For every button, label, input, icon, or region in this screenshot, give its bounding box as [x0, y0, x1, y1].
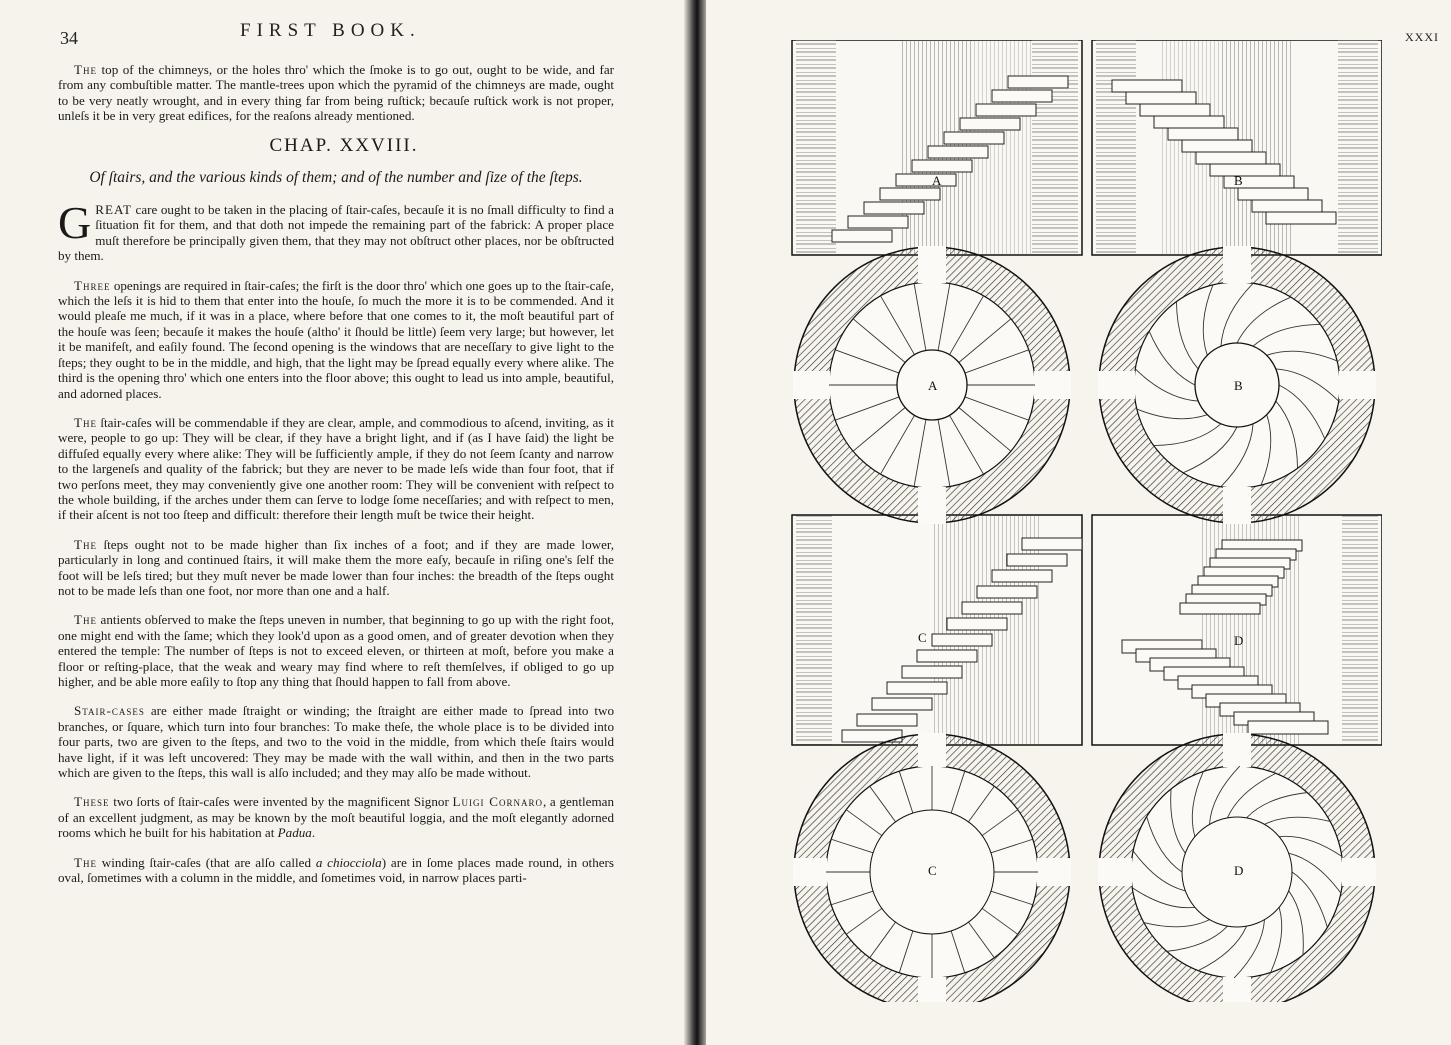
- paragraph-8-lead: The: [74, 854, 97, 870]
- page-number: 34: [60, 28, 78, 48]
- step: [992, 570, 1052, 582]
- elevation-b: [1092, 40, 1382, 255]
- elevation-d: [1092, 515, 1382, 745]
- step: [872, 698, 932, 710]
- step: [902, 666, 962, 678]
- right-page: [706, 0, 1451, 1045]
- step: [944, 132, 1004, 144]
- wall-opening: [1223, 246, 1251, 283]
- step: [1126, 92, 1196, 104]
- step: [912, 160, 972, 172]
- text-column: [58, 62, 614, 899]
- wall-opening: [1223, 733, 1251, 767]
- step: [1112, 80, 1182, 92]
- paragraph-6-lead: Stair-cases: [74, 703, 145, 719]
- step: [962, 602, 1022, 614]
- wall-opening: [793, 858, 827, 886]
- paragraph-1: [58, 197, 614, 264]
- chapter-heading: CHAP. XXVIII.: [269, 134, 419, 156]
- plate-drawing: [782, 40, 1382, 1002]
- step: [1196, 152, 1266, 164]
- step: [1008, 76, 1068, 88]
- paragraph-1-text: care ought to be taken in the placing of ſtair-caſes, becauſe it is no ſmall difficulty to find a ſituation fit for them, and that doth not impede the remaining part of the fabrick: A proper place muſt therefore be principally given them, that they may not obſtruct other places, nor be obſtructed by them.: [58, 202, 614, 264]
- step: [960, 118, 1020, 130]
- step: [1238, 188, 1308, 200]
- label-elevation-a: A: [932, 173, 942, 188]
- step: [928, 146, 988, 158]
- paragraph-8-text-a: winding ſtair-caſes (that are alſo called: [97, 854, 316, 870]
- step: [848, 216, 908, 228]
- step: [932, 634, 992, 646]
- paragraph-4-text: ſteps ought not to be made higher than ſix inches of a foot; and if they are made lower, particularly in long and continued ſtairs, it will make them the more eaſy, becauſe in riſing one's ſelf the foot will be leſs tired; but they muſt never be made lower than four inches: the breadth of the ſteps ought not to be made leſs than one foot, nor more than one and a half.: [58, 536, 614, 598]
- paragraph-4-lead: The: [74, 536, 97, 552]
- step: [1022, 538, 1082, 550]
- wall-opening: [1037, 858, 1071, 886]
- wall-opening: [918, 487, 946, 524]
- label-plan-c: C: [928, 863, 937, 878]
- paragraph-1-lead: REAT: [95, 202, 132, 218]
- wall-opening: [918, 246, 946, 283]
- step: [947, 618, 1007, 630]
- paragraph-3-lead: The: [74, 414, 97, 430]
- elevation-c: [792, 515, 1082, 745]
- paragraph-7-text-b: , a gentleman of an excellent judgment, as may be known by the moſt beautiful loggia, and the moſt elegantly adorned rooms which he built for his habitation at: [58, 794, 614, 841]
- step: [1007, 554, 1067, 566]
- step: [832, 230, 892, 242]
- book-gutter: [684, 0, 708, 1045]
- chapter-subtitle: Of ſtairs, and the various kinds of them; and of the number and ſize of the ſteps.: [89, 169, 583, 187]
- paragraph-6-text: are either made ſtraight or winding; the ſtraight are either made to ſpread into two branches, or ſquare, which turn into four branches: To make theſe, the whole place is to be divided into four parts, two are given to the ſteps, and two to the void in the middle, from which theſe ſtairs would have light, if it was left uncovered: They may be made with the wall within, and then in the two parts which are given to the ſteps, this wall is alſo included; and they may alſo be made without.: [58, 703, 614, 781]
- step: [977, 586, 1037, 598]
- step: [1182, 140, 1252, 152]
- label-elevation-c: C: [918, 630, 927, 645]
- wall-opening: [1339, 371, 1376, 399]
- wall-opening: [1342, 858, 1376, 886]
- paragraph-7-text-a: two ſorts of ſtair-caſes were invented by the magnificent Signor: [109, 794, 453, 810]
- step: [1248, 721, 1328, 734]
- intro-lead: The: [74, 62, 97, 77]
- step: [917, 650, 977, 662]
- paragraph-3-text: ſtair-caſes will be commendable if they are clear, ample, and commodious to aſcend, inviting, as it were, people to go up: They will be clear, if they have a bright light, and if (as I have ſaid) the light be diffuſed equally every where alike: They will be ſufficiently ample, if they do not ſeem ſcanty and narrow to the largeneſs and quality of the fabrick; but they are never to be made leſs wide than four foot, that if two perſons meet, they may conveniently give one another room: They will be convenient with reſpect to the whole building, if the arches under them can ſerve to lodge ſome neceſſaries; and with reſpect to men, if their aſcent is not too ſteep and difficult: therefore their length muſt be twice their height.: [58, 414, 614, 523]
- label-plan-b: B: [1234, 378, 1243, 393]
- plate-number: XXXI: [1405, 30, 1439, 44]
- step: [1180, 603, 1260, 614]
- step: [896, 174, 956, 186]
- wall-opening: [1098, 371, 1135, 399]
- paragraph-2-text: openings are required in ſtair-caſes; the firſt is the door thro' which one goes up to the ſtair-caſe, which the leſs it is hid to them that enter into the houſe, ſo much the more it is to be commended. And it would pleaſe me much, if it was in a place, where before that one comes to it, the moſt beautiful part of the houſe was ſeen; becauſe it makes the houſe (altho' it ſhould be little) ſeem very large; but however, let it be manifeſt, and eaſily found. The ſecond opening is the windows that are neceſſary to give light to the ſteps; they ought to be in the middle, and high, that the light may be ſpread equally every where alike. The third is the opening thro' which one enters into the floor above; this ought to lead us into ample, beautiful, and adorned places.: [58, 277, 614, 401]
- label-elevation-d: D: [1234, 633, 1244, 648]
- paragraph-8-text-b: ) are in ſome places made round, in others oval, ſometimes with a column in the middle, and ſometimes void, in narrow places parti-: [58, 854, 615, 886]
- paragraph-7: [58, 794, 614, 840]
- paragraph-7-lead: These: [74, 794, 110, 810]
- paragraph-8: [58, 855, 614, 886]
- paragraph-3: [58, 415, 614, 523]
- wall-opening: [1223, 487, 1251, 524]
- step: [976, 104, 1036, 116]
- italic-term: a chiocciola: [315, 854, 382, 870]
- label-plan-d: D: [1234, 863, 1244, 878]
- intro-paragraph: [58, 62, 614, 124]
- step: [992, 90, 1052, 102]
- drop-cap: G: [58, 197, 92, 249]
- paragraph-5-lead: The: [74, 612, 97, 628]
- person-name: Luigi Cornaro: [452, 794, 543, 810]
- staircase-plate: [782, 40, 1382, 1002]
- wall-opening: [918, 733, 946, 767]
- step: [1266, 212, 1336, 224]
- left-page: [0, 0, 688, 1045]
- step: [857, 714, 917, 726]
- label-elevation-b: B: [1234, 173, 1243, 188]
- paragraph-2: [58, 278, 614, 401]
- intro-text: top of the chimneys, or the holes thro' which the ſmoke is to go out, ought to be wide, and far from any combuſtible matter. The mantle-trees upon which the pyramid of the chimneys are made, ought to be very neatly wrought, and in every thing far from being ruſtick; becauſe ruſtick work is not proper, unleſs it be in very great edifices, for the reaſons already mentioned.: [58, 62, 614, 124]
- wall-opening: [1098, 858, 1132, 886]
- step: [887, 682, 947, 694]
- label-plan-a: A: [928, 378, 938, 393]
- wall-opening: [1034, 371, 1071, 399]
- step: [880, 188, 940, 200]
- paragraph-6: [58, 703, 614, 780]
- step: [1168, 128, 1238, 140]
- wall-opening: [918, 977, 946, 1002]
- step: [1210, 164, 1280, 176]
- paragraph-4: [58, 537, 614, 599]
- wall-opening: [1223, 977, 1251, 1002]
- step: [1252, 200, 1322, 212]
- paragraph-5-text: antients obſerved to make the ſteps uneven in number, that beginning to go up with the right foot, one might end with the ſame; which they look'd upon as a good omen, and of greater devotion when they entered the temple: The number of ſteps is not to exceed eleven, or thirteen at moſt, before you make a floor or reſting-place, that the weak and weary may find where to reſt themſelves, if obliged to go up higher, and be able more eaſily to ſtop any thing that ſhould happen to fall from above.: [58, 612, 614, 689]
- paragraph-5: [58, 612, 614, 689]
- paragraph-2-lead: Three: [74, 277, 111, 293]
- step: [1140, 104, 1210, 116]
- wall-opening: [793, 371, 830, 399]
- step: [1154, 116, 1224, 128]
- running-head: FIRST BOOK.: [240, 20, 421, 41]
- place-name: Padua: [277, 825, 312, 841]
- elevation-a: [792, 40, 1082, 255]
- step: [864, 202, 924, 214]
- paragraph-7-end: .: [311, 825, 316, 841]
